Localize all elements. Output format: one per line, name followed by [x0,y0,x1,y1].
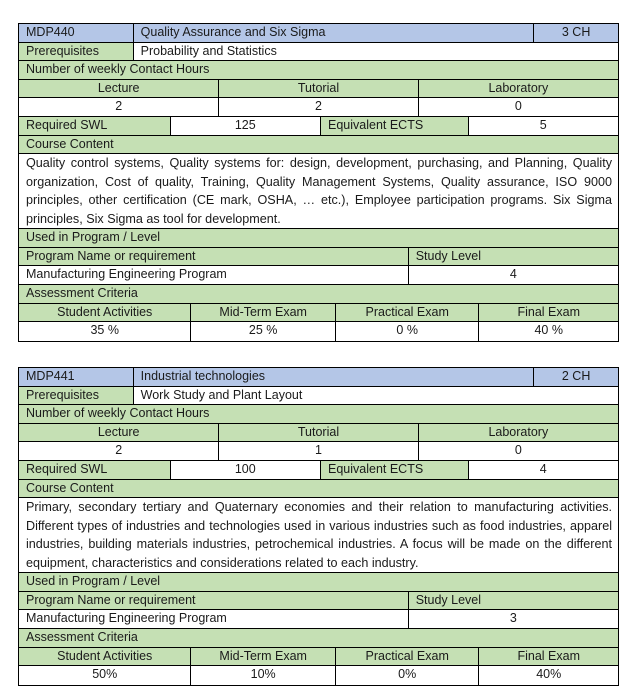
course-content-label-row [19,136,618,155]
student-activities-value: 50% [19,666,191,685]
contact-hours-values-row [19,98,618,117]
study-level-value: 3 [409,610,618,628]
used-in-label: Used in Program / Level [19,229,618,247]
course-header-row [19,368,618,387]
practical-header: Practical Exam [336,648,480,666]
prerequisites-row [19,43,618,62]
lecture-header: Lecture [19,80,219,98]
final-value: 40 % [479,322,618,341]
program-header-row [19,592,618,611]
program-name: Manufacturing Engineering Program [19,266,409,284]
used-in-label-row [19,229,618,248]
study-level-header: Study Level [409,592,618,610]
assessment-header-row [19,648,618,667]
student-activities-header: Student Activities [19,304,191,322]
swl-ects-row [19,117,618,136]
course-code: MDP440 [19,24,134,42]
contact-hours-values-row [19,442,618,461]
swl-ects-row [19,461,618,480]
program-header: Program Name or requirement [19,592,409,610]
contact-hours-label: Number of weekly Contact Hours [19,61,618,79]
final-value: 40% [479,666,618,685]
ects-value: 5 [469,117,619,135]
course-content-text: Primary, secondary tertiary and Quaternary economies and their relation to manufacturing activities. Different types of industries and technologies used in various industries such as food industries, apparel industries, building materials industries, petrochemical industries. A focus will be made on the different equipment, characteristics and considerations related to each industry. [19,498,618,572]
course-table-mdp441 [18,367,619,686]
program-header-row [19,248,618,267]
course-content-label-row [19,480,618,499]
contact-hours-header-row [19,80,618,99]
course-title: Quality Assurance and Six Sigma [134,24,535,42]
course-table-mdp440 [18,23,619,342]
assessment-label-row [19,629,618,648]
assessment-label: Assessment Criteria [19,285,618,303]
assessment-header-row [19,304,618,323]
course-title: Industrial technologies [134,368,535,386]
study-level-header: Study Level [409,248,618,266]
midterm-value: 10% [191,666,336,685]
used-in-label: Used in Program / Level [19,573,618,591]
program-name: Manufacturing Engineering Program [19,610,409,628]
contact-hours-header-row [19,424,618,443]
midterm-value: 25 % [191,322,336,341]
tutorial-header: Tutorial [219,424,418,442]
prerequisites-value: Probability and Statistics [134,43,618,61]
final-header: Final Exam [479,304,618,322]
contact-hours-label-row [19,405,618,424]
program-header: Program Name or requirement [19,248,409,266]
ects-label: Equivalent ECTS [321,461,469,479]
laboratory-header: Laboratory [419,424,618,442]
course-content-label: Course Content [19,136,618,154]
midterm-header: Mid-Term Exam [191,304,336,322]
practical-value: 0% [336,666,480,685]
credit-hours: 3 CH [534,24,618,42]
course-content-row [19,154,618,229]
contact-hours-label-row [19,61,618,80]
prerequisites-row [19,387,618,406]
final-header: Final Exam [479,648,618,666]
tutorial-value: 1 [219,442,418,460]
lecture-value: 2 [19,442,219,460]
assessment-values-row [19,666,618,685]
assessment-values-row [19,322,618,341]
practical-value: 0 % [336,322,480,341]
ects-value: 4 [469,461,619,479]
swl-value: 125 [171,117,322,135]
course-header-row [19,24,618,43]
study-level-value: 4 [409,266,618,284]
tutorial-header: Tutorial [219,80,418,98]
ects-label: Equivalent ECTS [321,117,469,135]
lecture-value: 2 [19,98,219,116]
course-content-row [19,498,618,573]
student-activities-header: Student Activities [19,648,191,666]
practical-header: Practical Exam [336,304,480,322]
midterm-header: Mid-Term Exam [191,648,336,666]
prerequisites-label: Prerequisites [19,387,134,405]
used-in-label-row [19,573,618,592]
laboratory-value: 0 [419,442,618,460]
laboratory-header: Laboratory [419,80,618,98]
prerequisites-value: Work Study and Plant Layout [134,387,618,405]
credit-hours: 2 CH [534,368,618,386]
course-content-label: Course Content [19,480,618,498]
program-values-row [19,610,618,629]
assessment-label-row [19,285,618,304]
swl-label: Required SWL [19,461,171,479]
contact-hours-label: Number of weekly Contact Hours [19,405,618,423]
course-content-text: Quality control systems, Quality systems for: design, development, purchasing, and Planning, Quality organization, Cost of quality, Training, Quality Management Systems, Quality assurance, ISO 9000 principles, other certification (CE mark, OSHA, … etc.), Employee participation programs. Six Sigma principles, Six Sigma as tool for development. [19,154,618,228]
assessment-label: Assessment Criteria [19,629,618,647]
swl-value: 100 [171,461,322,479]
course-code: MDP441 [19,368,134,386]
prerequisites-label: Prerequisites [19,43,134,61]
laboratory-value: 0 [419,98,618,116]
student-activities-value: 35 % [19,322,191,341]
program-values-row [19,266,618,285]
lecture-header: Lecture [19,424,219,442]
swl-label: Required SWL [19,117,171,135]
tutorial-value: 2 [219,98,418,116]
